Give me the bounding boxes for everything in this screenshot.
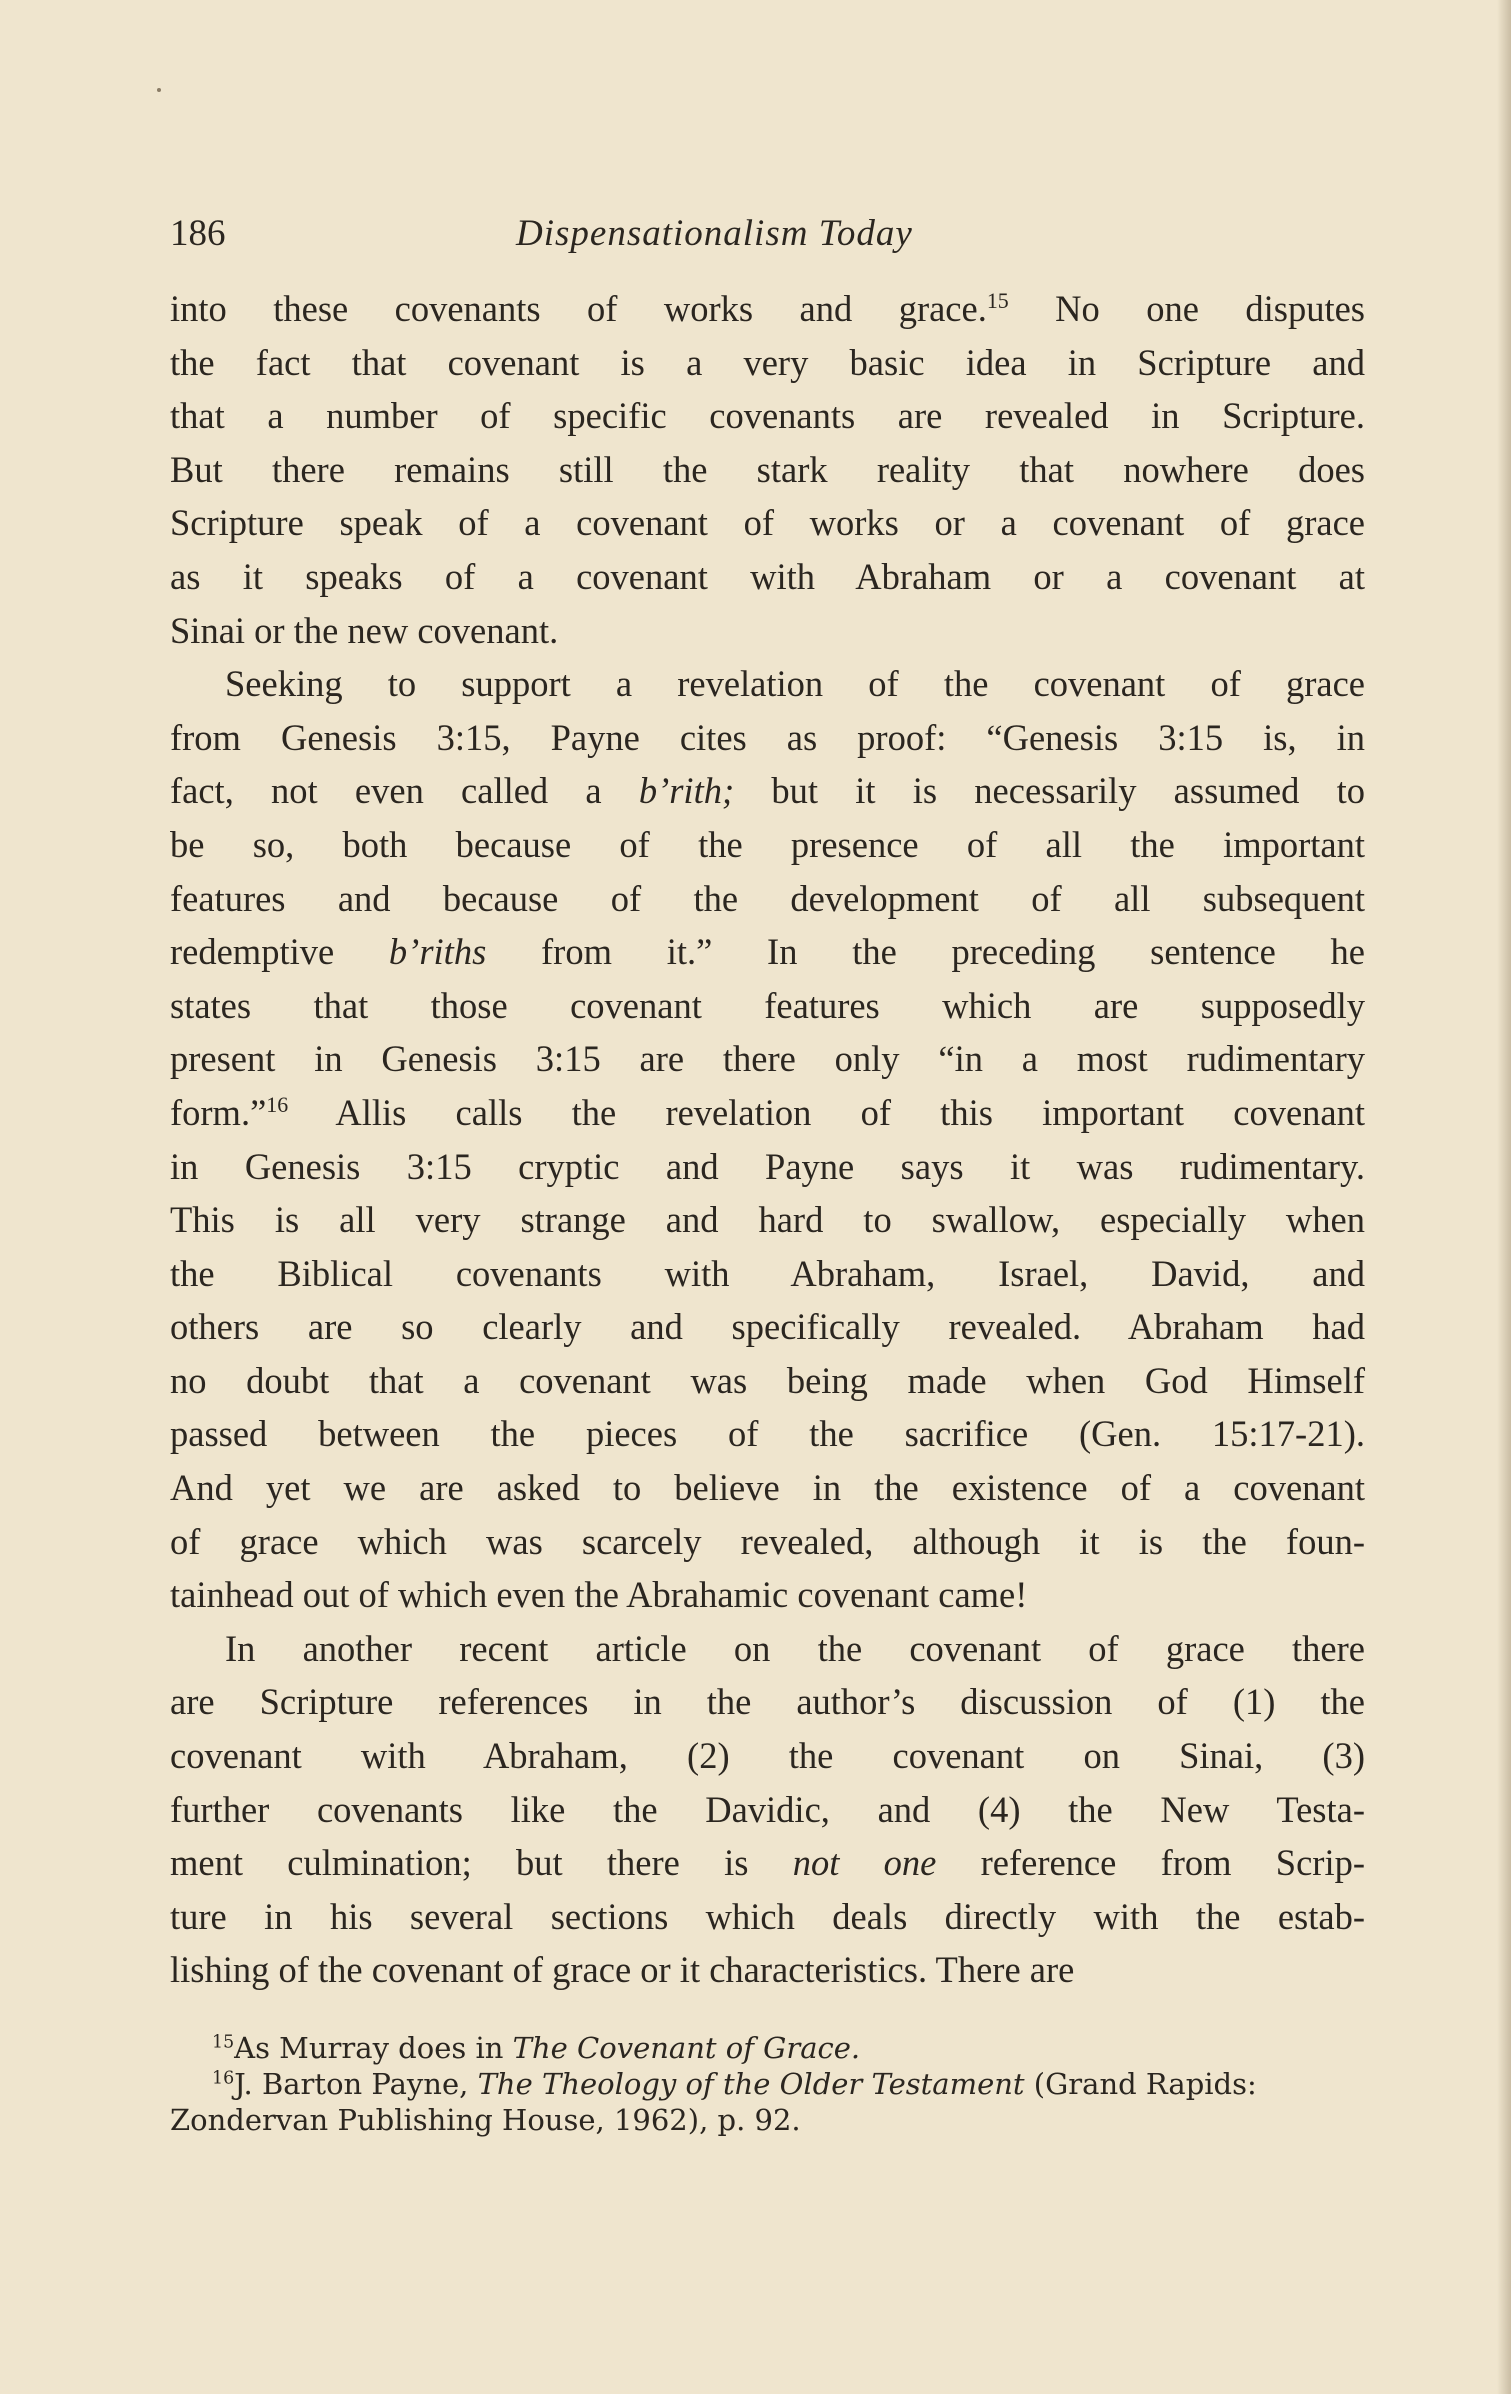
text-line: This is all very strange and hard to swallow, especially when [170,1199,1365,1241]
text-line: redemptive b’riths from it.” In the preceding sentence he [170,931,1365,973]
text-line: no doubt that a covenant was being made when God Himself [170,1359,1365,1401]
paragraph [170,1622,1365,1997]
footnote-line: $^{16}$J. Barton Payne, The Theology of the Older Testament (Grand Rapids: [212,2067,1257,2101]
footnote-marker: 15 [212,2032,235,2053]
text-line: the fact that covenant is a very basic idea in Scripture and [170,341,1365,383]
text-line: from Genesis 3:15, Payne cites as proof: “Genesis 3:15 is, in [170,716,1365,758]
text-line: that a number of specific covenants are revealed in Scripture. [170,395,1365,437]
italic-text: b’rith; [638,770,735,812]
text-line: the Biblical covenants with Abraham, Israel, David, and [170,1252,1365,1294]
text-line: in Genesis 3:15 cryptic and Payne says it was rudimentary. [170,1145,1365,1187]
page-edge-shadow [1497,0,1511,2394]
text-line: lishing of the covenant of grace or it characteristics. There are [170,1949,1075,1991]
running-title: Dispensationalism Today [516,213,913,254]
text-line: And yet we are asked to believe in the existence of a covenant [170,1467,1365,1509]
text-line: states that those covenant features which are supposedly [170,984,1365,1026]
footnote-marker: 16 [212,2068,235,2089]
paragraph [170,282,1365,657]
text-line: In another recent article on the covenant of grace there [225,1627,1365,1669]
text-line: passed between the pieces of the sacrifice (Gen. 15:17-21). [170,1413,1365,1455]
page-number: 186 [170,213,226,254]
text-line: Seeking to support a revelation of the covenant of grace [225,663,1365,705]
text-line: fact, not even called a b’rith; but it is necessarily assumed to [170,770,1365,812]
footnote-marker: 16 [266,1091,289,1117]
paper-speck [157,88,161,92]
footnote-line: $^{15}$As Murray does in The Covenant of Grace. [212,2031,861,2065]
text-line: are Scripture references in the author’s discussion of (1) the [170,1681,1365,1723]
text-line: as it speaks of a covenant with Abraham or a covenant at [170,555,1365,597]
text-line: features and because of the development of all subsequent [170,877,1365,919]
italic-text: b’riths [388,931,487,973]
text-line: Sinai or the new covenant. [170,609,559,651]
text-line: into these covenants of works and grace.$^{15}$ No one disputes [170,287,1365,329]
text-line: others are so clearly and specifically revealed. Abraham had [170,1306,1365,1348]
italic-text: The Covenant of Grace. [512,2031,861,2065]
paragraph [170,657,1365,1622]
text-line: be so, both because of the presence of all the important [170,823,1365,865]
body-text [170,282,1365,1997]
footnote-marker: 15 [986,287,1009,313]
italic-text: The Theology of the Older Testament [477,2067,1025,2101]
text-line: ment culmination; but there is not one reference from Scrip- [170,1842,1365,1884]
text-line: present in Genesis 3:15 are there only “in a most rudimentary [170,1038,1365,1080]
text-line: Scripture speak of a covenant of works or a covenant of grace [170,502,1365,544]
text-line: ture in his several sections which deals directly with the estab- [170,1895,1365,1937]
text-line: further covenants like the Davidic, and (4) the New Testa- [170,1788,1365,1830]
text-line: of grace which was scarcely revealed, although it is the foun- [170,1520,1365,1562]
footnote-line: Zondervan Publishing House, 1962), p. 92. [170,2103,801,2137]
text-line: But there remains still the stark reality that nowhere does [170,448,1365,490]
text-line: tainhead out of which even the Abrahamic covenant came! [170,1574,1028,1616]
italic-text: not one [792,1842,937,1884]
footnotes [170,2030,1365,2138]
text-line: covenant with Abraham, (2) the covenant on Sinai, (3) [170,1735,1365,1777]
text-line: form.”$^{16}$ Allis calls the revelation of this important covenant [170,1091,1365,1133]
